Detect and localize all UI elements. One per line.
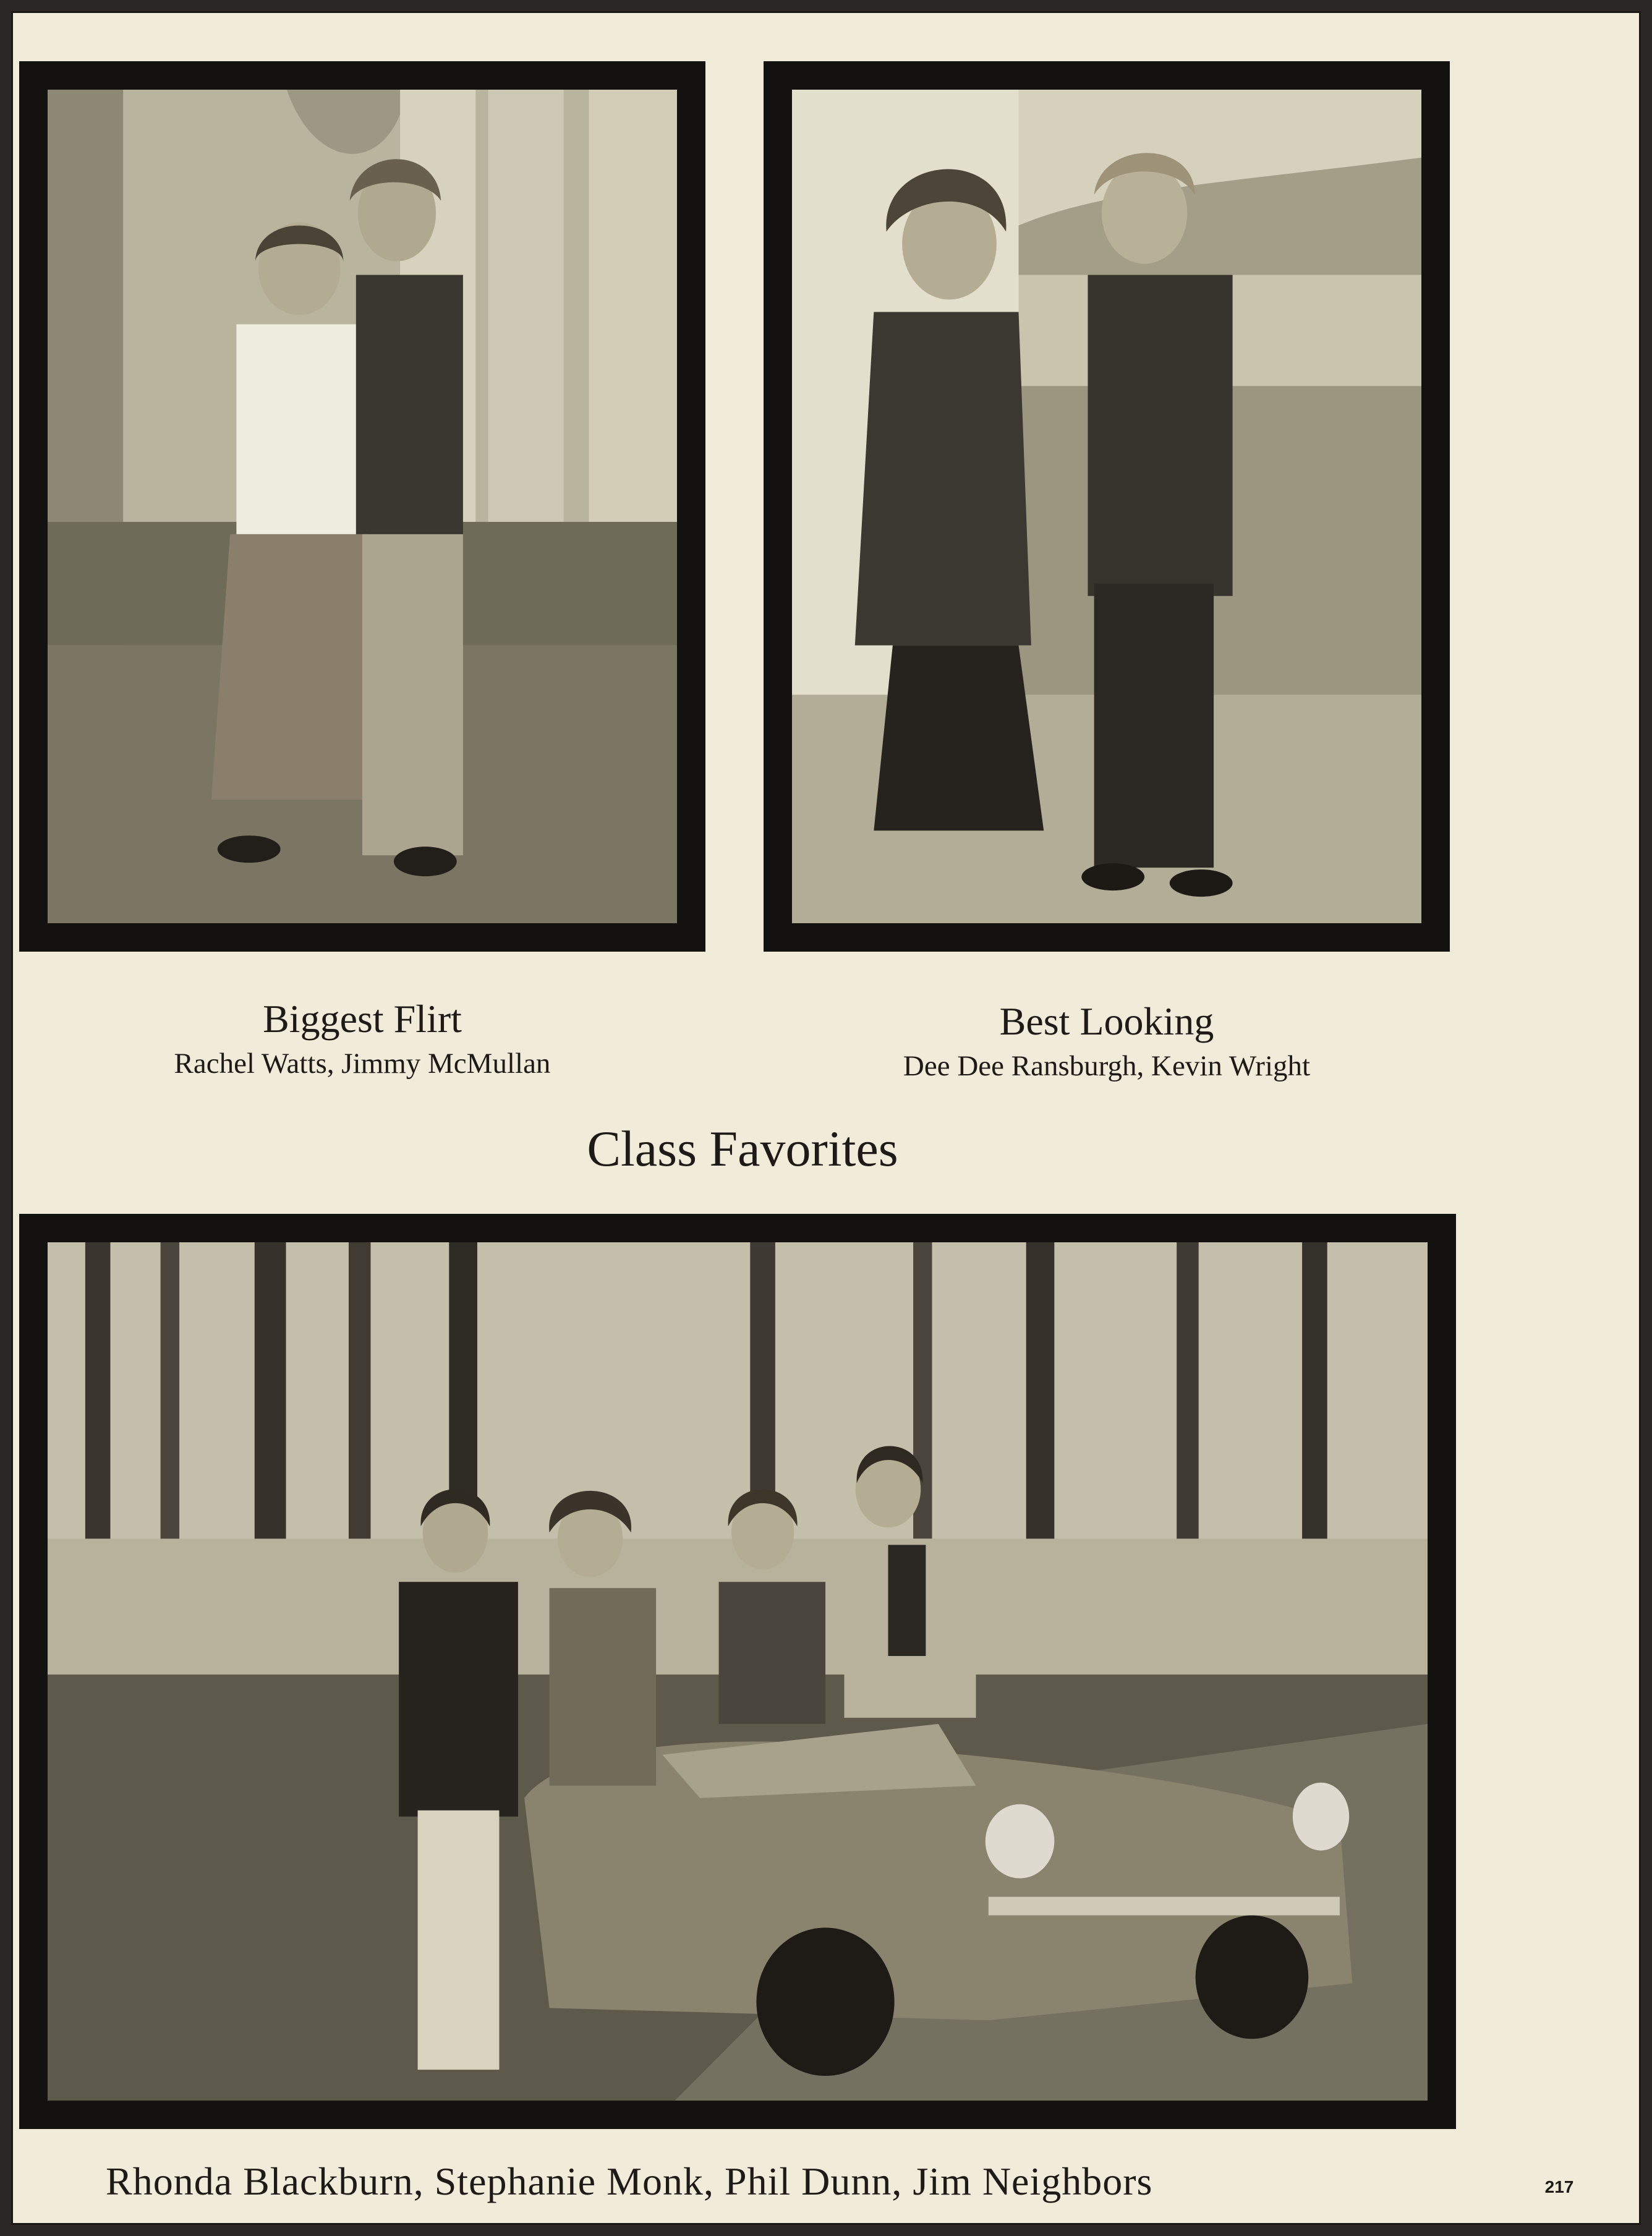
caption-names-best-looking: Dee Dee Ransburgh, Kevin Wright bbox=[903, 1050, 1311, 1082]
section-heading: Class Favorites bbox=[587, 1120, 898, 1177]
photo-biggest-flirt bbox=[48, 90, 677, 923]
page-number: 217 bbox=[1544, 2177, 1574, 2196]
caption-names-biggest-flirt: Rachel Watts, Jimmy McMullan bbox=[174, 1048, 551, 1080]
photo-group-convertible bbox=[48, 1242, 1428, 2101]
photo-frame-group bbox=[19, 1214, 1456, 2129]
group-caption-names: Rhonda Blackburn, Stephanie Monk, Phil Dunn, Jim Neighbors bbox=[106, 2159, 1153, 2203]
photo-frame-best-looking bbox=[764, 61, 1450, 952]
photo-best-looking bbox=[792, 90, 1421, 923]
caption-title-biggest-flirt: Biggest Flirt bbox=[263, 997, 462, 1041]
caption-title-best-looking: Best Looking bbox=[999, 999, 1214, 1043]
photo-frame-biggest-flirt bbox=[19, 61, 705, 952]
yearbook-page bbox=[11, 11, 1641, 2225]
